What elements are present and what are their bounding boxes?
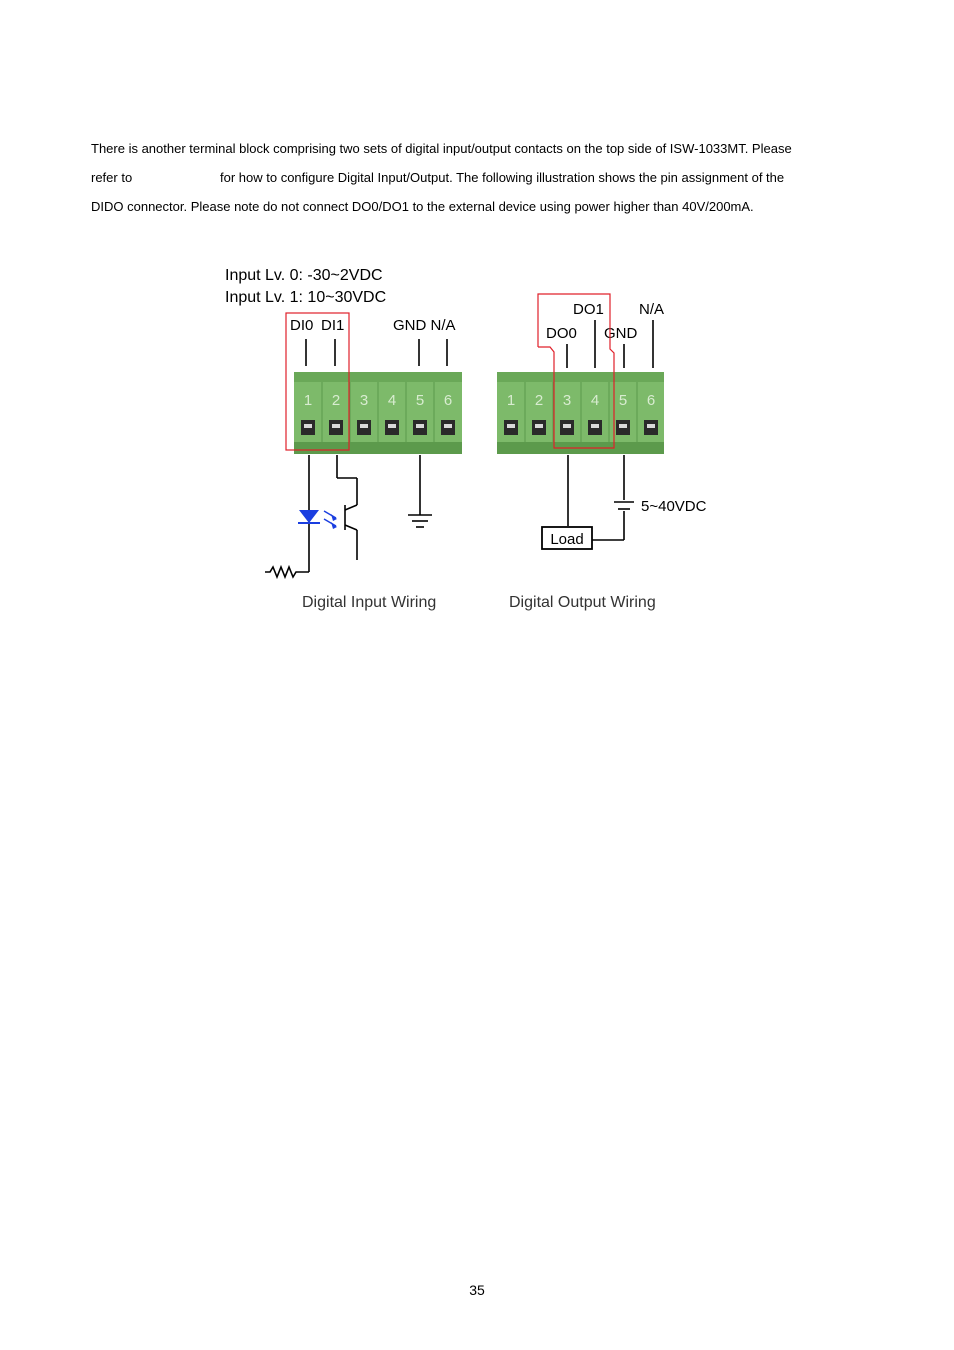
left-pin-5: 5 (415, 392, 425, 409)
do0-label: DO0 (546, 325, 577, 342)
di1-label: DI1 (321, 317, 345, 334)
left-lead-lines (306, 339, 447, 366)
right-terminal-block (497, 372, 664, 454)
gnd-label: GND (604, 325, 638, 342)
gnd-na-label: GND N/A (393, 317, 456, 334)
body-line-3: DIDO connector. Please note do not connect DO0/DO1 to the external device using power higher than 40V/200mA. (91, 199, 754, 214)
left-pin-1: 1 (303, 392, 313, 409)
caption-digital-output: Digital Output Wiring (509, 594, 656, 611)
input-level-0-label: Input Lv. 0: -30~2VDC (225, 267, 383, 284)
do1-label: DO1 (573, 301, 604, 318)
body-line-2b: for how to configure Digital Input/Output. The following illustration shows the pin assignment of the (220, 170, 785, 185)
led-diode-icon (298, 510, 337, 529)
left-terminal-block (294, 372, 462, 454)
right-pin-1: 1 (506, 392, 516, 409)
page-number: 35 (469, 1282, 485, 1298)
di0-label: DI0 (290, 317, 314, 334)
right-pin-2: 2 (534, 392, 544, 409)
left-pin-2: 2 (331, 392, 341, 409)
right-pin-5: 5 (618, 392, 628, 409)
body-line-1: There is another terminal block comprising two sets of digital input/output contacts on the top side of ISW-1033MT. Please (91, 141, 792, 156)
right-pin-6: 6 (646, 392, 656, 409)
left-pin-4: 4 (387, 392, 397, 409)
right-pin-3: 3 (562, 392, 572, 409)
body-line-2a: refer to (91, 170, 133, 185)
caption-digital-input: Digital Input Wiring (302, 594, 437, 611)
right-pin-4: 4 (590, 392, 600, 409)
input-level-1-label: Input Lv. 1: 10~30VDC (225, 289, 387, 306)
left-pin-3: 3 (359, 392, 369, 409)
left-pin-6: 6 (443, 392, 453, 409)
na-label: N/A (639, 301, 665, 318)
digital-input-circuit (265, 455, 432, 577)
load-label: Load (550, 531, 584, 548)
voltage-label: 5~40VDC (641, 498, 707, 515)
